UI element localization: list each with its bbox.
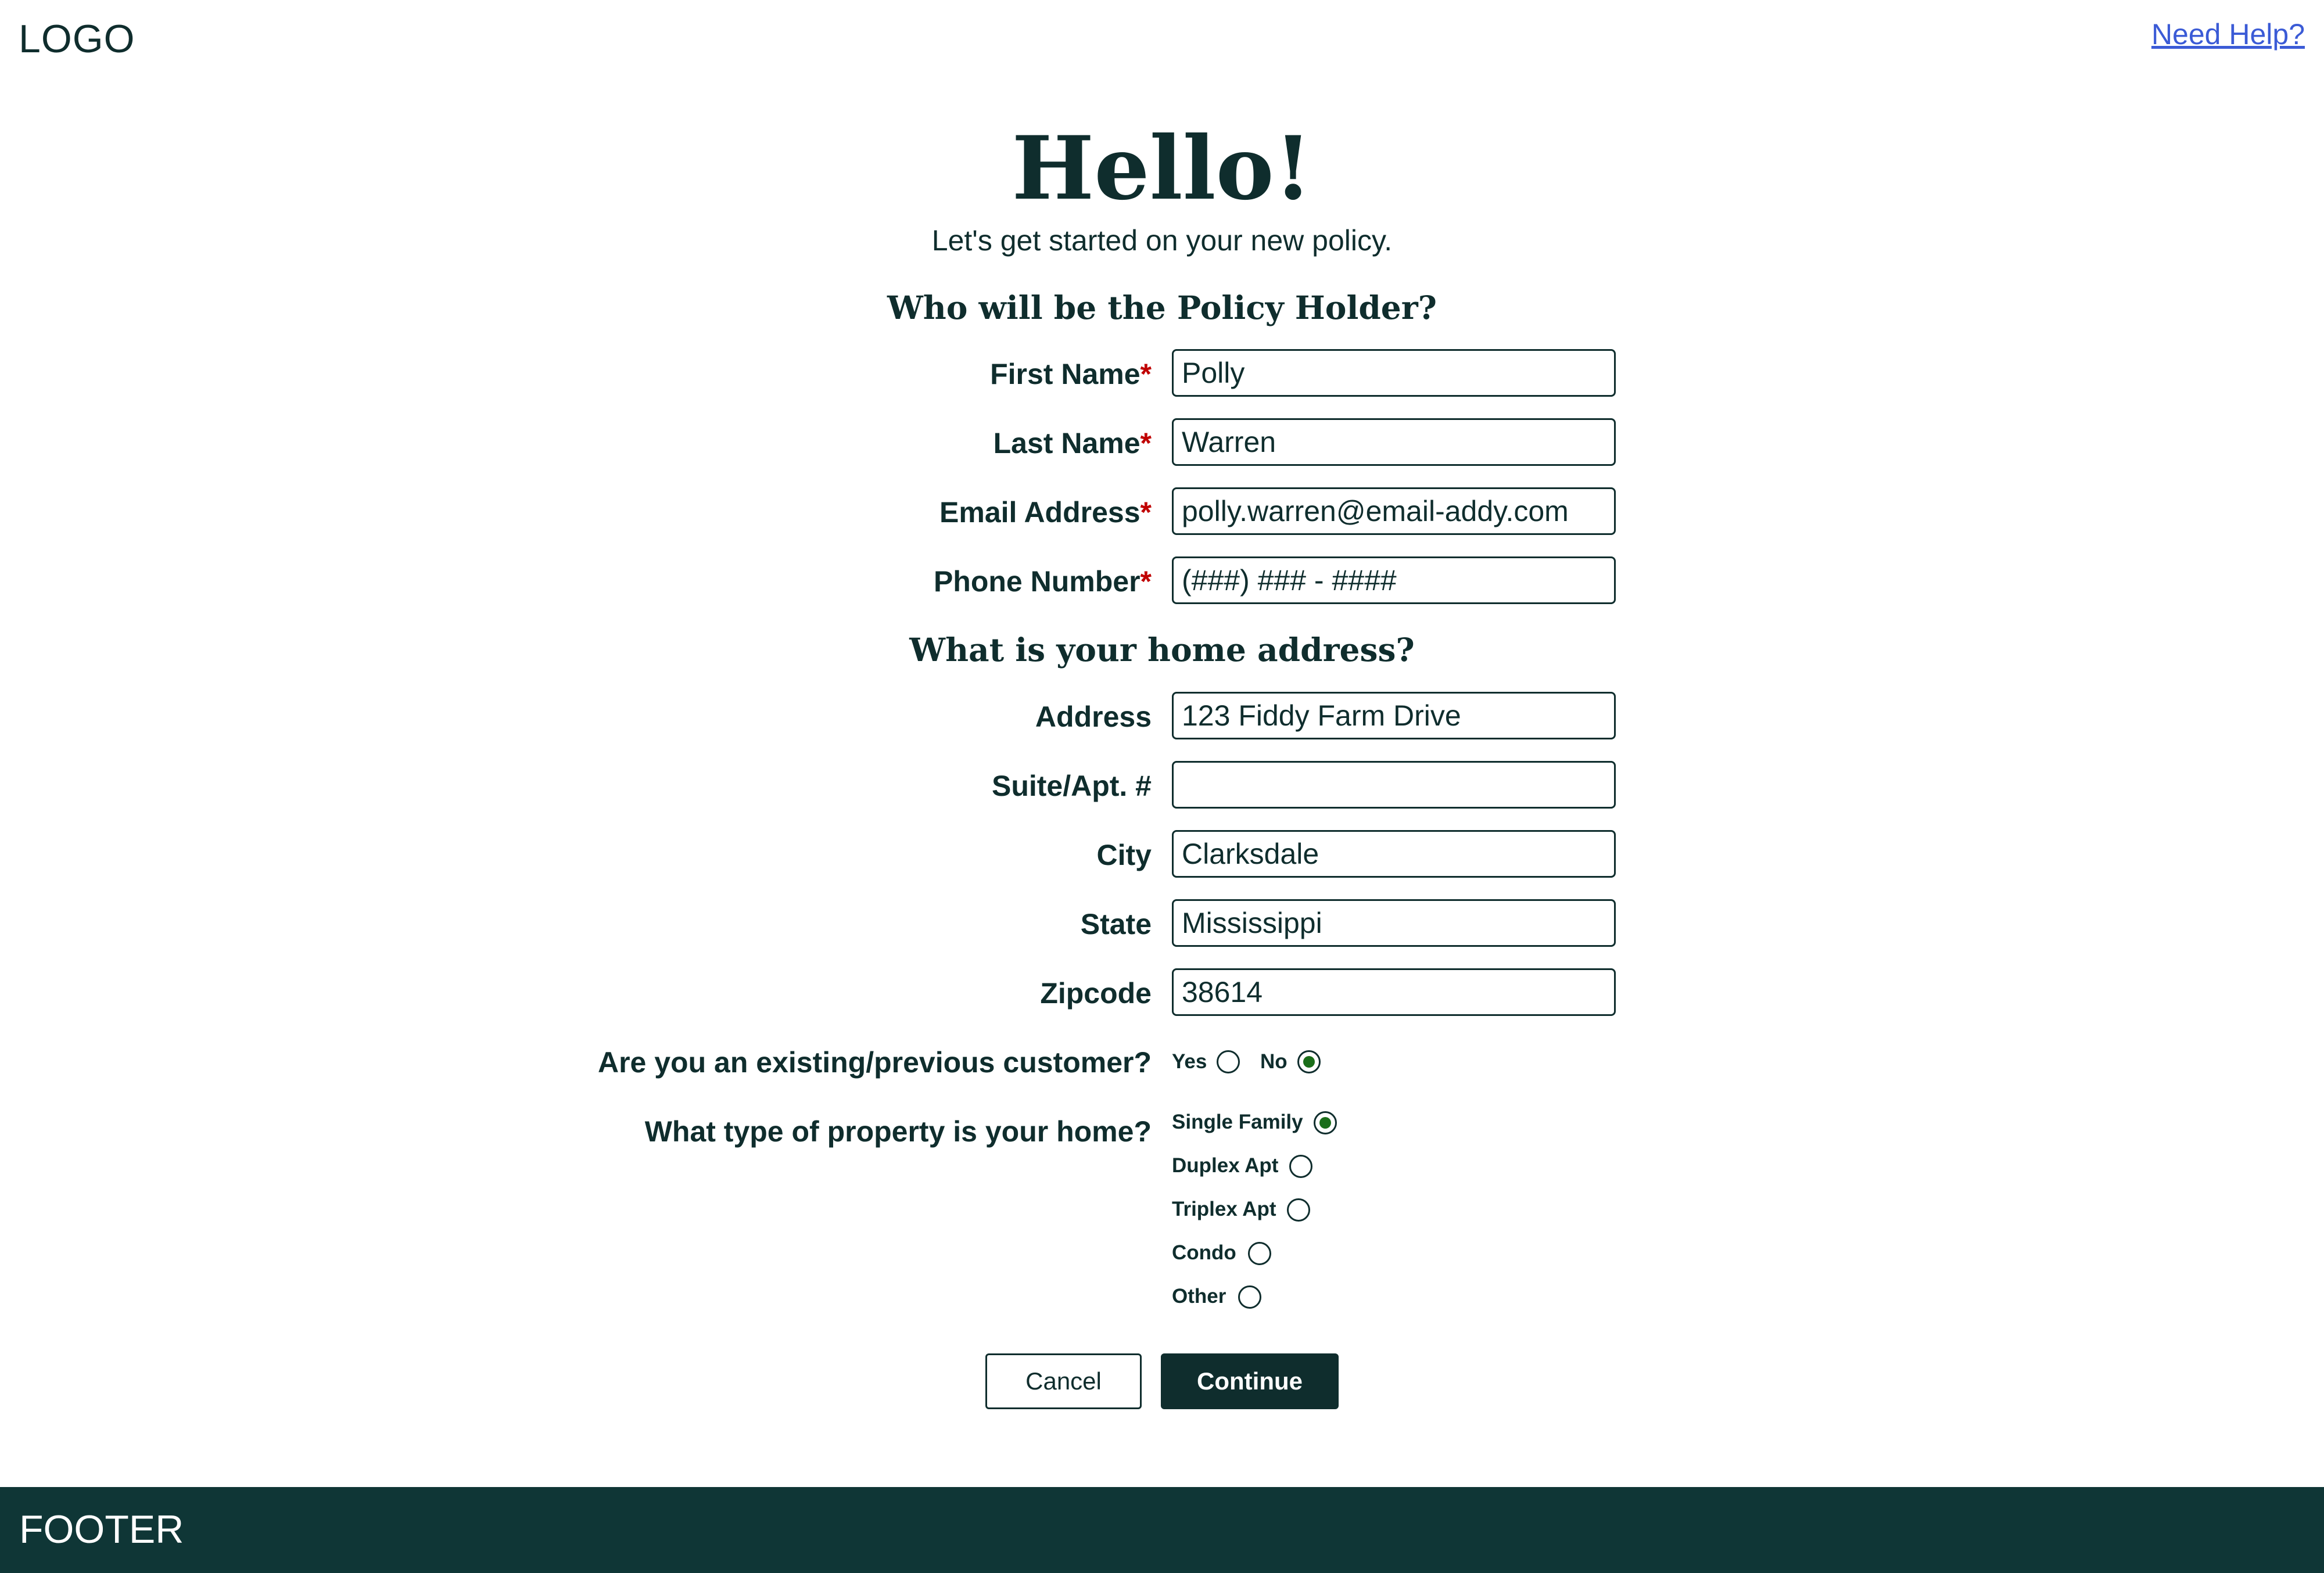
page-subtitle: Let's get started on your new policy. bbox=[931, 224, 1393, 257]
property-single-family-label: Single Family bbox=[1172, 1111, 1303, 1133]
property-triplex-radio[interactable] bbox=[1287, 1198, 1310, 1222]
need-help-link[interactable]: Need Help? bbox=[2151, 18, 2305, 51]
state-field[interactable]: Mississippi bbox=[1172, 899, 1616, 947]
existing-customer-yes-radio[interactable] bbox=[1217, 1050, 1240, 1073]
phone-field[interactable]: (###) ### - #### bbox=[1172, 556, 1616, 604]
required-mark: * bbox=[1140, 496, 1152, 529]
first-name-row bbox=[0, 349, 2324, 399]
email-label: Email Address* bbox=[939, 496, 1152, 529]
city-row bbox=[0, 830, 2324, 880]
property-condo-label: Condo bbox=[1172, 1241, 1236, 1264]
home-address-heading: What is your home address? bbox=[909, 631, 1415, 669]
email-field[interactable]: polly.warren@email-addy.com bbox=[1172, 487, 1616, 535]
suite-field[interactable] bbox=[1172, 761, 1616, 809]
existing-customer-yes-label: Yes bbox=[1172, 1050, 1207, 1073]
existing-customer-row bbox=[0, 1037, 2324, 1087]
required-mark: * bbox=[1140, 565, 1152, 598]
zipcode-label: Zipcode bbox=[1040, 977, 1152, 1010]
property-single-family-radio[interactable] bbox=[1314, 1111, 1337, 1134]
city-field[interactable]: Clarksdale bbox=[1172, 830, 1616, 878]
zipcode-field[interactable]: 38614 bbox=[1172, 968, 1616, 1016]
last-name-label: Last Name* bbox=[993, 427, 1152, 459]
address-row bbox=[0, 692, 2324, 742]
email-row bbox=[0, 487, 2324, 537]
phone-row bbox=[0, 556, 2324, 606]
address-label: Address bbox=[1035, 701, 1152, 733]
last-name-field[interactable]: Warren bbox=[1172, 418, 1616, 466]
property-other-label: Other bbox=[1172, 1285, 1226, 1308]
required-mark: * bbox=[1140, 358, 1152, 390]
cancel-button[interactable]: Cancel bbox=[985, 1353, 1142, 1409]
first-name-field[interactable]: Polly bbox=[1172, 349, 1616, 397]
policy-holder-heading: Who will be the Policy Holder? bbox=[887, 289, 1437, 326]
zipcode-row bbox=[0, 968, 2324, 1018]
required-mark: * bbox=[1140, 427, 1152, 459]
footer bbox=[0, 1487, 2324, 1573]
existing-customer-no-radio[interactable] bbox=[1297, 1050, 1321, 1073]
suite-row bbox=[0, 761, 2324, 811]
phone-label: Phone Number* bbox=[933, 565, 1152, 598]
property-triplex-label: Triplex Apt bbox=[1172, 1198, 1276, 1220]
property-type-row bbox=[0, 1107, 2324, 1157]
continue-button[interactable]: Continue bbox=[1161, 1353, 1339, 1409]
property-condo-radio[interactable] bbox=[1248, 1242, 1271, 1265]
address-field[interactable]: 123 Fiddy Farm Drive bbox=[1172, 692, 1616, 739]
last-name-row bbox=[0, 418, 2324, 468]
property-duplex-radio[interactable] bbox=[1289, 1155, 1312, 1178]
logo: LOGO bbox=[19, 17, 135, 61]
state-row bbox=[0, 899, 2324, 949]
existing-customer-no-label: No bbox=[1260, 1050, 1287, 1073]
first-name-label: First Name* bbox=[990, 358, 1152, 390]
property-duplex-label: Duplex Apt bbox=[1172, 1154, 1279, 1177]
property-type-question: What type of property is your home? bbox=[644, 1115, 1152, 1148]
page-title: Hello! bbox=[1012, 117, 1312, 220]
city-label: City bbox=[1096, 839, 1152, 871]
existing-customer-question: Are you an existing/previous customer? bbox=[597, 1046, 1152, 1079]
footer-text: FOOTER bbox=[19, 1507, 184, 1552]
property-other-radio[interactable] bbox=[1238, 1285, 1261, 1309]
suite-label: Suite/Apt. # bbox=[991, 770, 1152, 802]
state-label: State bbox=[1080, 908, 1152, 940]
